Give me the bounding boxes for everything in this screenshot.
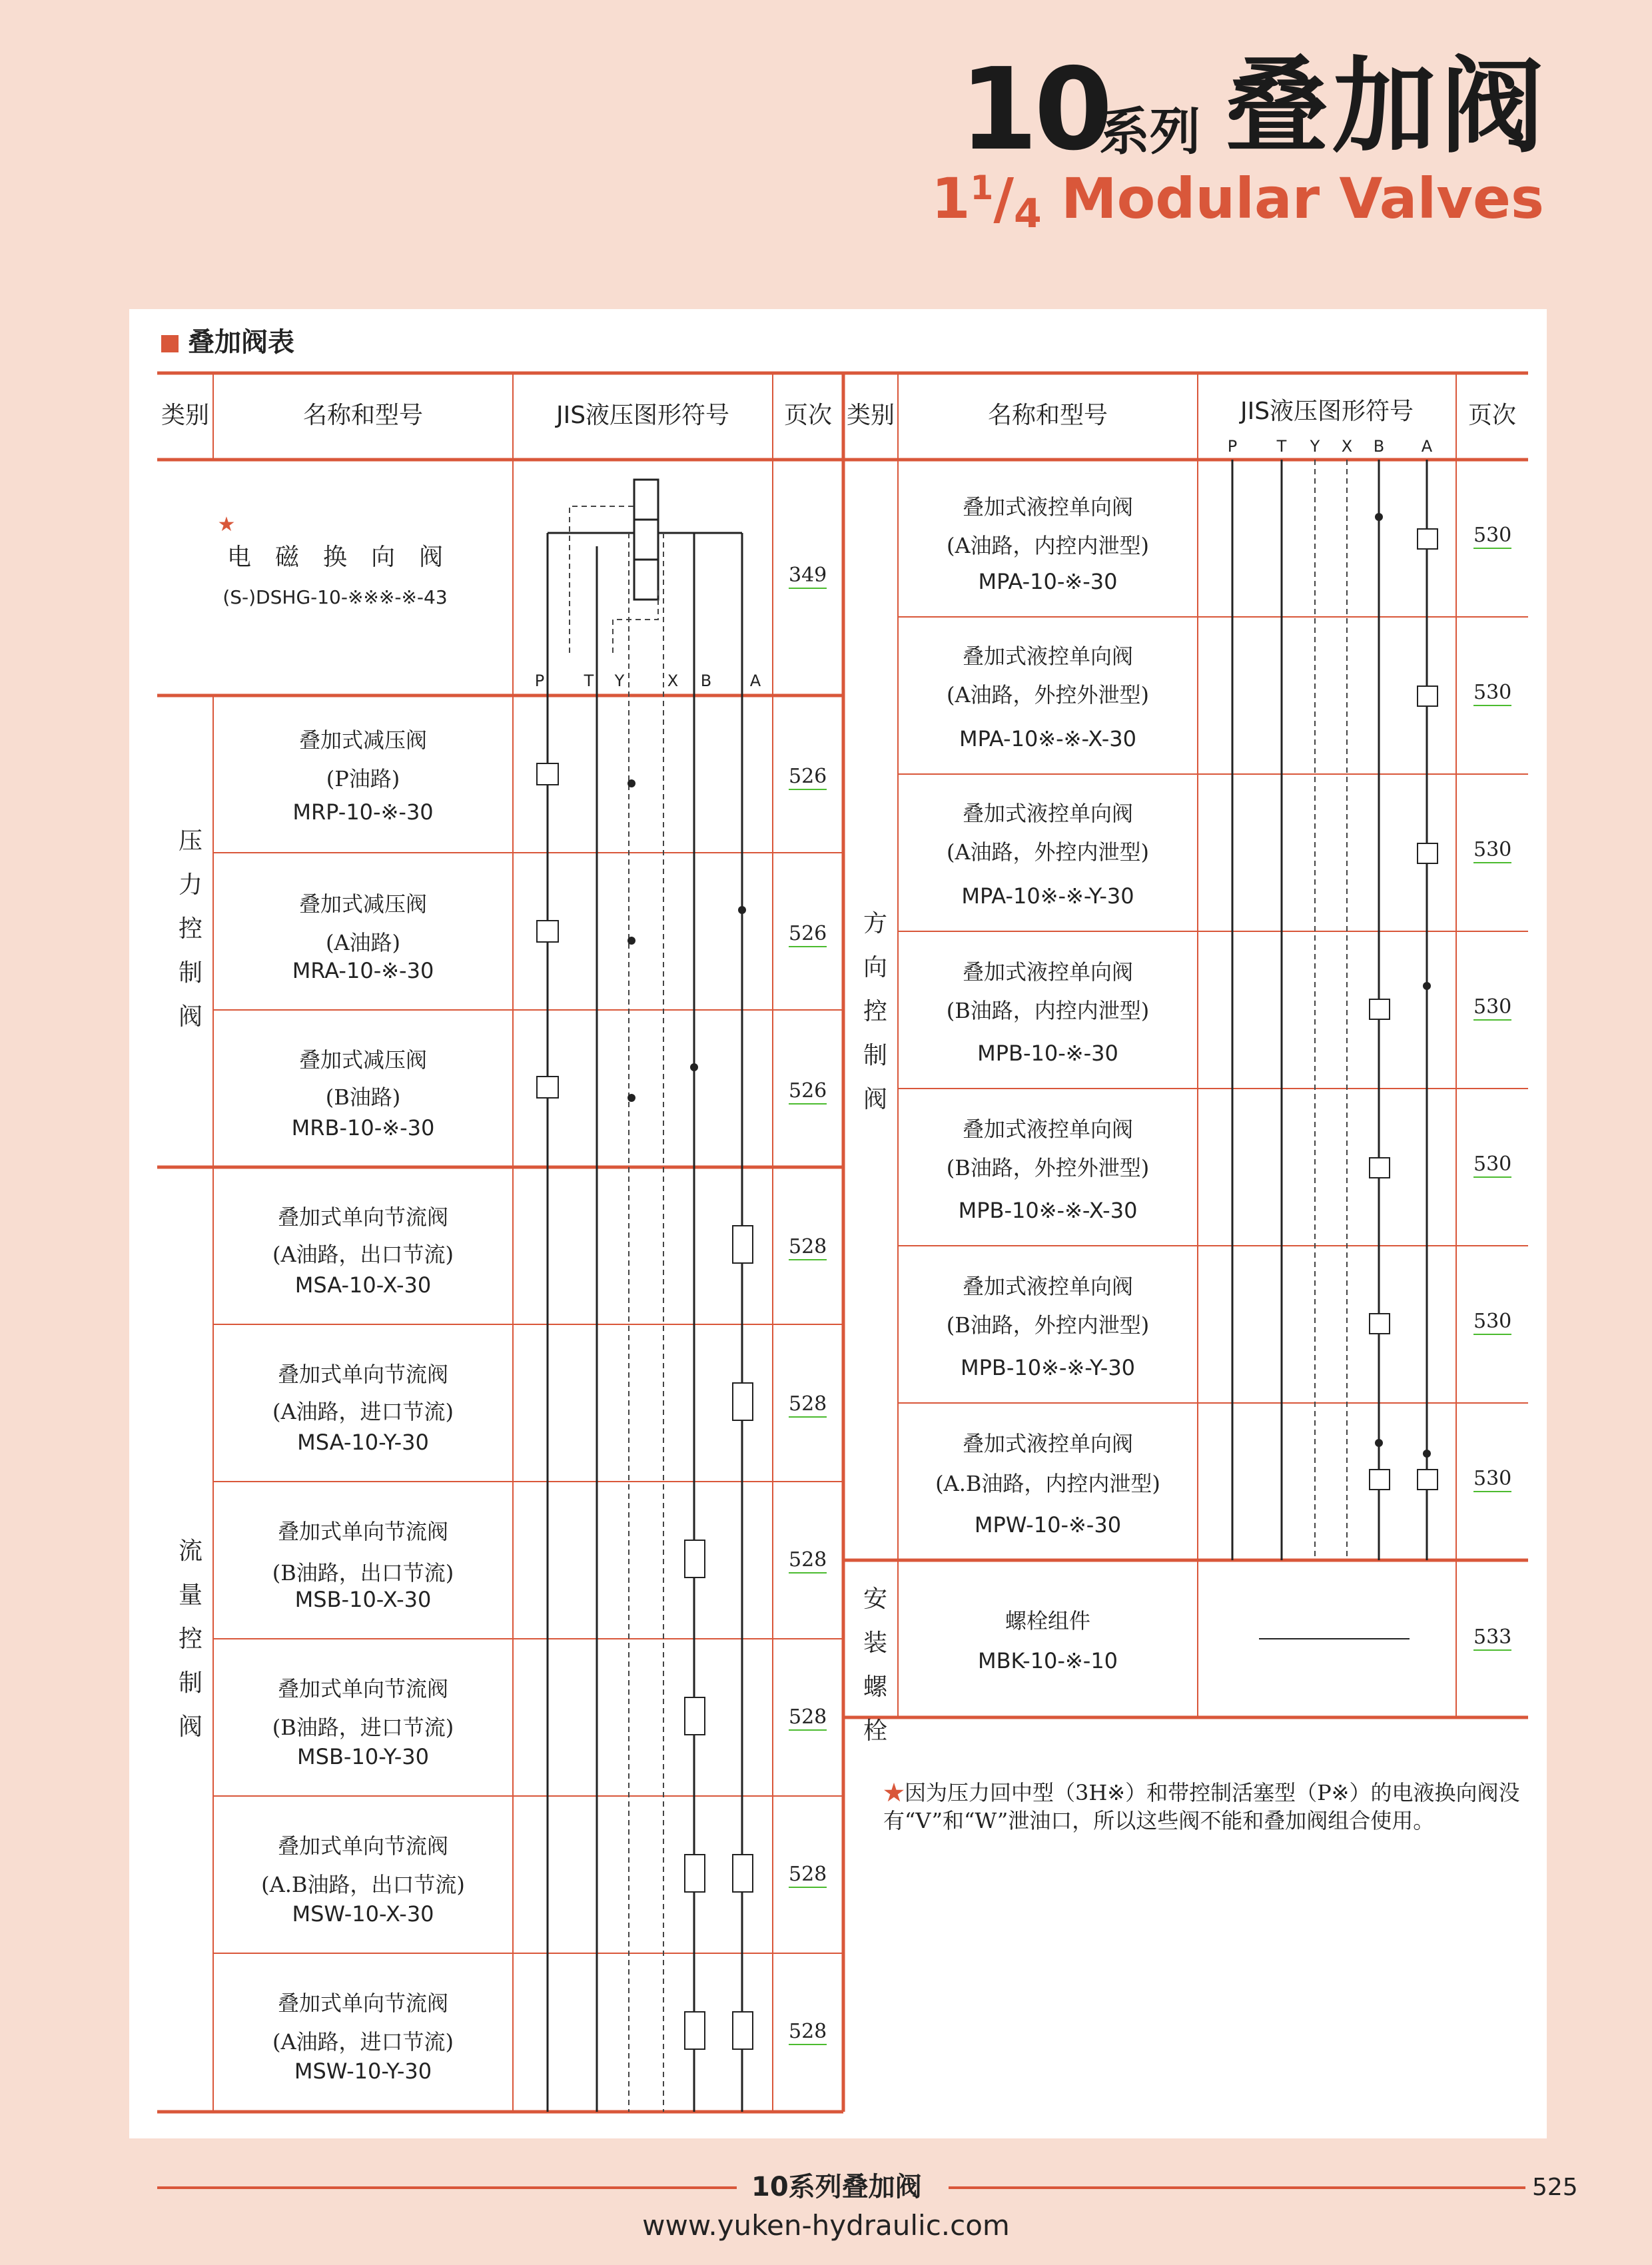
en-sup: 1 xyxy=(970,169,994,207)
port-label: Y xyxy=(614,672,625,690)
left-pilot-lines xyxy=(570,506,663,2112)
row-sub: (B油路，外控外泄型) xyxy=(946,1155,1150,1180)
header-symbol-left: JIS液压图形符号 xyxy=(556,402,730,429)
row-model: MSB-10-Y-30 xyxy=(297,1744,429,1769)
row-name: 叠加式单向节流阀 xyxy=(277,1991,448,2016)
row-name: 叠加式液控单向阀 xyxy=(962,644,1133,669)
row-name: 叠加式单向节流阀 xyxy=(277,1362,448,1387)
row-sub: (A油路，外控内泄型) xyxy=(946,839,1150,865)
header-page-right: 页次 xyxy=(1467,402,1516,429)
page-link[interactable]: 530 xyxy=(1473,1152,1511,1178)
bolt-name: 螺栓组件 xyxy=(1005,1608,1090,1633)
row-sub: (A油路) xyxy=(325,930,401,955)
port-label: A xyxy=(749,672,761,690)
section-title-text: 叠加阀表 xyxy=(188,327,294,358)
page-link[interactable]: 526 xyxy=(789,922,827,947)
note-text: 因为压力回中型（3H※）和带控制活塞型（P※）的电液换向阀没有“V”和“W”泄油口，所以这些阀不能和叠加阀组合使用。 xyxy=(883,1780,1520,1833)
row-name: 叠加式液控单向阀 xyxy=(962,801,1133,826)
row-model: MSW-10-X-30 xyxy=(292,1901,434,1927)
page-link[interactable]: 528 xyxy=(789,1863,827,1888)
row-model: MPA-10※-※-X-30 xyxy=(959,726,1137,751)
row-model: MSW-10-Y-30 xyxy=(294,2058,432,2084)
page-title: 叠加阀 xyxy=(1224,46,1548,167)
row-model: MRP-10-※-30 xyxy=(292,799,434,825)
row-name: 叠加式液控单向阀 xyxy=(962,1431,1133,1456)
row-name: 叠加式液控单向阀 xyxy=(962,494,1133,520)
row-sub: (A油路，外控外泄型) xyxy=(946,682,1150,707)
row-model: MRA-10-※-30 xyxy=(292,958,434,983)
row-name: 叠加式减压阀 xyxy=(298,891,427,917)
row-model: MSB-10-X-30 xyxy=(294,1587,432,1612)
footer-url[interactable]: www.yuken-hydraulic.com xyxy=(642,2209,1010,2242)
page-link-bolt[interactable]: 533 xyxy=(1473,1625,1511,1651)
english-title: $1^1/_4$ Modular Valves xyxy=(931,166,1544,237)
header-category-left: 类别 xyxy=(161,402,209,429)
footer-title: 10系列叠加阀 xyxy=(751,2172,922,2202)
port-label: A xyxy=(1421,437,1433,456)
row-sub: (A油路，进口节流) xyxy=(272,1399,454,1424)
solenoid-name: 电 磁 换 向 阀 xyxy=(226,544,443,571)
category-bolt: 安装螺栓 xyxy=(863,1586,887,1745)
row-sub: (B油路，出口节流) xyxy=(272,1560,454,1586)
port-label: Y xyxy=(1310,437,1320,456)
page-link[interactable]: 530 xyxy=(1473,995,1511,1021)
footer-rule-right xyxy=(949,2186,1525,2189)
row-name: 叠加式液控单向阀 xyxy=(962,1274,1133,1299)
port-label: X xyxy=(1341,437,1353,456)
port-label: B xyxy=(1373,437,1385,456)
right-port-lines xyxy=(1232,460,1427,1560)
header-name-left: 名称和型号 xyxy=(302,402,423,429)
footnote xyxy=(883,1779,1523,1835)
row-name: 叠加式单向节流阀 xyxy=(277,1519,448,1544)
row-model: MPA-10※-※-Y-30 xyxy=(961,883,1134,909)
row-name: 叠加式液控单向阀 xyxy=(962,1117,1133,1142)
row-model: MPB-10-※-30 xyxy=(977,1041,1118,1066)
row-name: 叠加式单向节流阀 xyxy=(277,1204,448,1230)
note-star-icon: ★ xyxy=(883,1780,905,1805)
left-port-lines xyxy=(548,480,742,2112)
category-pressure: 压力控制阀 xyxy=(178,827,203,1031)
header-page-left: 页次 xyxy=(783,402,832,429)
solenoid-star-icon: ★ xyxy=(217,513,236,536)
bolt-model: MBK-10-※-10 xyxy=(977,1648,1118,1673)
page-link[interactable]: 530 xyxy=(1473,1310,1511,1335)
row-sub: (B油路，内控内泄型) xyxy=(946,998,1150,1023)
row-sub: (B油路，进口节流) xyxy=(272,1715,454,1740)
page-link[interactable]: 526 xyxy=(789,765,827,790)
series-word: 系列 xyxy=(1099,102,1200,161)
category-flow: 流量控制阀 xyxy=(178,1538,203,1741)
page-link[interactable]: 528 xyxy=(789,1548,827,1574)
page-link[interactable]: 526 xyxy=(789,1079,827,1105)
port-label: T xyxy=(1276,437,1287,456)
header-name-right: 名称和型号 xyxy=(987,402,1108,429)
row-name: 叠加式单向节流阀 xyxy=(277,1833,448,1859)
page-link[interactable]: 530 xyxy=(1473,1467,1511,1492)
en-text: Modular Valves xyxy=(1041,166,1544,231)
en-whole: 1 xyxy=(931,166,971,231)
port-label: T xyxy=(584,672,594,690)
en-sub: 4 xyxy=(1014,191,1042,237)
row-name: 叠加式减压阀 xyxy=(298,727,427,753)
page-link[interactable]: 528 xyxy=(789,1392,827,1418)
header-category-right: 类别 xyxy=(846,402,895,429)
port-label: P xyxy=(534,672,545,690)
row-model: MPA-10-※-30 xyxy=(978,569,1118,594)
page-link[interactable]: 528 xyxy=(789,1235,827,1260)
row-name: 叠加式单向节流阀 xyxy=(277,1676,448,1701)
row-model: MPB-10※-※-Y-30 xyxy=(960,1355,1136,1380)
page-number: 525 xyxy=(1532,2174,1578,2201)
right-pilot-lines xyxy=(1315,460,1347,1560)
row-sub: (A.B油路，出口节流) xyxy=(261,1872,465,1897)
solenoid-model: (S-)DSHG-10-※※※-※-43 xyxy=(222,586,448,608)
port-label: B xyxy=(700,672,712,690)
row-model: MSA-10-X-30 xyxy=(294,1272,432,1298)
page-link[interactable]: 530 xyxy=(1473,524,1511,549)
row-sub: (A.B油路，内控内泄型) xyxy=(935,1471,1160,1496)
row-sub: (B油路，外控内泄型) xyxy=(946,1312,1150,1338)
row-sub: (A油路，出口节流) xyxy=(272,1242,454,1267)
page-link[interactable]: 528 xyxy=(789,2020,827,2045)
header-symbol-right: JIS液压图形符号 xyxy=(1240,398,1414,425)
row-sub: (P油路) xyxy=(326,766,400,791)
page-link[interactable]: 528 xyxy=(789,1705,827,1731)
page-link[interactable]: 530 xyxy=(1473,838,1511,863)
row-name: 叠加式液控单向阀 xyxy=(962,959,1133,985)
row-sub: (A油路，进口节流) xyxy=(272,2029,454,2054)
row-model: MSA-10-Y-30 xyxy=(297,1430,429,1455)
row-model: MPW-10-※-30 xyxy=(974,1512,1122,1538)
footer-rule-left xyxy=(157,2186,737,2189)
page-link-solenoid[interactable]: 349 xyxy=(789,564,827,589)
row-name: 叠加式减压阀 xyxy=(298,1047,427,1073)
category-direction: 方向控制阀 xyxy=(863,910,887,1113)
row-sub: (A油路，内控内泄型) xyxy=(946,533,1150,558)
page-link[interactable]: 530 xyxy=(1473,681,1511,706)
row-sub: (B油路) xyxy=(325,1085,401,1110)
port-label: P xyxy=(1227,437,1238,456)
row-model: MRB-10-※-30 xyxy=(291,1115,435,1140)
row-model: MPB-10※-※-X-30 xyxy=(958,1198,1138,1223)
series-number: 10 xyxy=(959,44,1109,176)
port-label: X xyxy=(667,672,679,690)
